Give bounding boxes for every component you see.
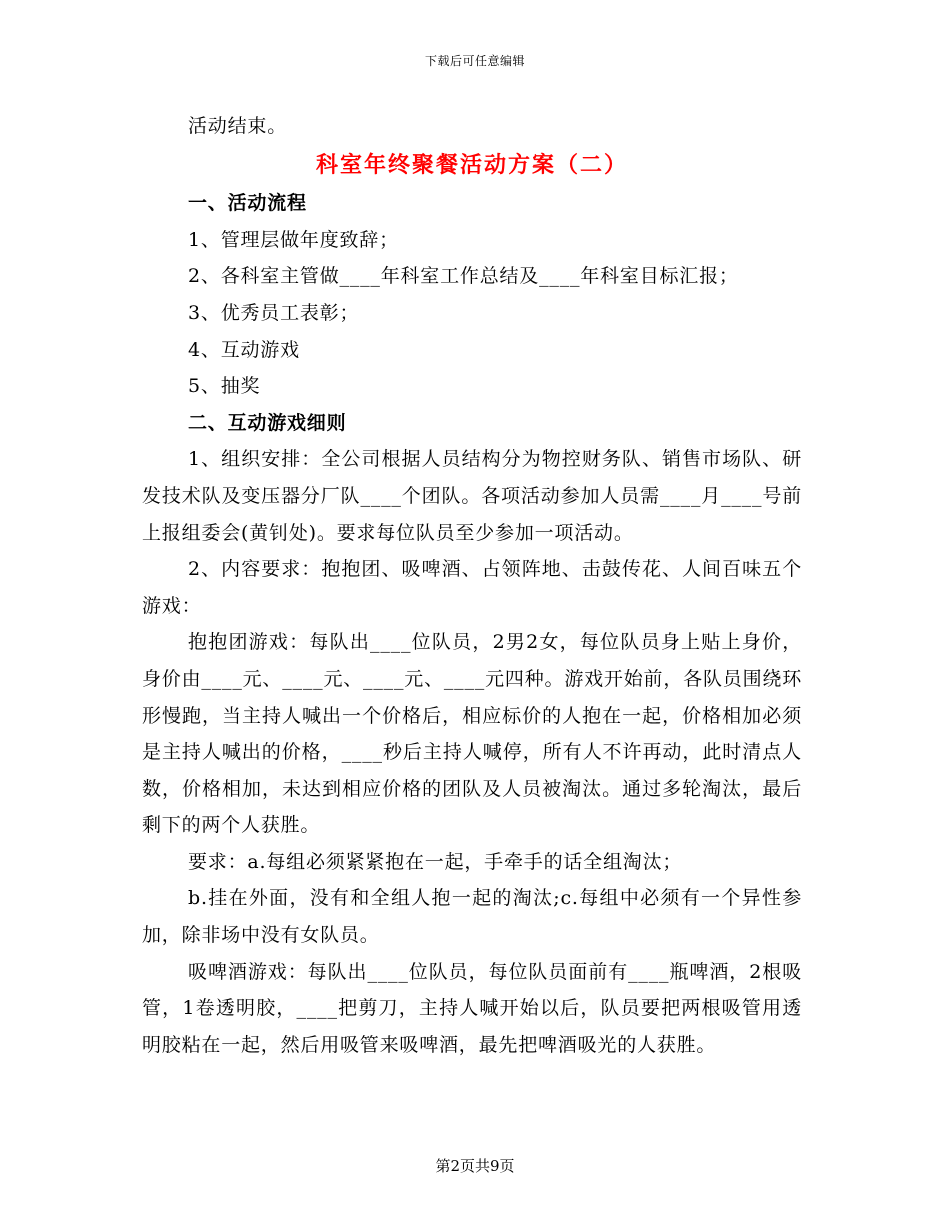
opening-line: 活动结束。 — [188, 115, 288, 137]
paragraph-beer-game: 吸啤酒游戏：每队出____位队员，每位队员面前有____瓶啤酒，2根吸管，1卷透明胶，____把剪刀，主持人喊开始以后，队员要把两根吸管用透明胶粘在一起，然后用吸管来吸啤酒，最先把啤酒吸光的人获胜。 — [142, 960, 802, 1056]
flow-item: 3、优秀员工表彰； — [188, 301, 360, 324]
paragraph-requirements-bc: b.挂在外面，没有和全组人抱一起的淘汰;c.每组中必须有一个异性参加，除非场中没有女队员。 — [142, 887, 802, 947]
paragraph-hug-game: 抱抱团游戏：每队出____位队员，2男2女，每位队员身上贴上身价，身价由____元、____元、____元、____元四种。游戏开始前，各队员围绕环形慢跑，当主持人喊出一个价格后，相应标价的人抱在一起，价格相加必须是主持人喊出的价格，____秒后主持人喊停，所有人不许再动，此时清点人数，价格相加，未达到相应价格的团队及人员被淘汰。通过多轮淘汰，最后剩下的两个人获胜。 — [142, 631, 802, 837]
flow-item: 2、各科室主管做____年科室工作总结及____年科室目标汇报； — [188, 265, 739, 288]
document-body — [142, 108, 802, 1063]
flow-item: 4、互动游戏 — [188, 338, 300, 361]
paragraph-organization: 1、组织安排：全公司根据人员结构分为物控财务队、销售市场队、研发技术队及变压器分厂队____个团队。各项活动参加人员需____月____号前上报组委会(黄钊处)。要求每位队员至少参加一项活动。 — [142, 448, 802, 544]
section-heading-flow: 一、活动流程 — [188, 192, 307, 215]
section-heading-games: 二、互动游戏细则 — [188, 411, 347, 434]
paragraph-requirements-a: 要求：a.每组必须紧紧抱在一起，手牵手的话全组淘汰； — [188, 850, 683, 873]
document-title: 科室年终聚餐活动方案（二） — [315, 151, 628, 178]
flow-item: 1、管理层做年度致辞； — [188, 228, 399, 251]
page-header: 下载后可任意编辑 — [424, 54, 525, 68]
flow-item: 5、抽奖 — [188, 375, 261, 398]
page-indicator: 第2页共9页 — [435, 1157, 515, 1175]
paragraph-content-requirements: 2、内容要求：抱抱团、吸啤酒、占领阵地、击鼓传花、人间百味五个游戏： — [142, 558, 802, 617]
